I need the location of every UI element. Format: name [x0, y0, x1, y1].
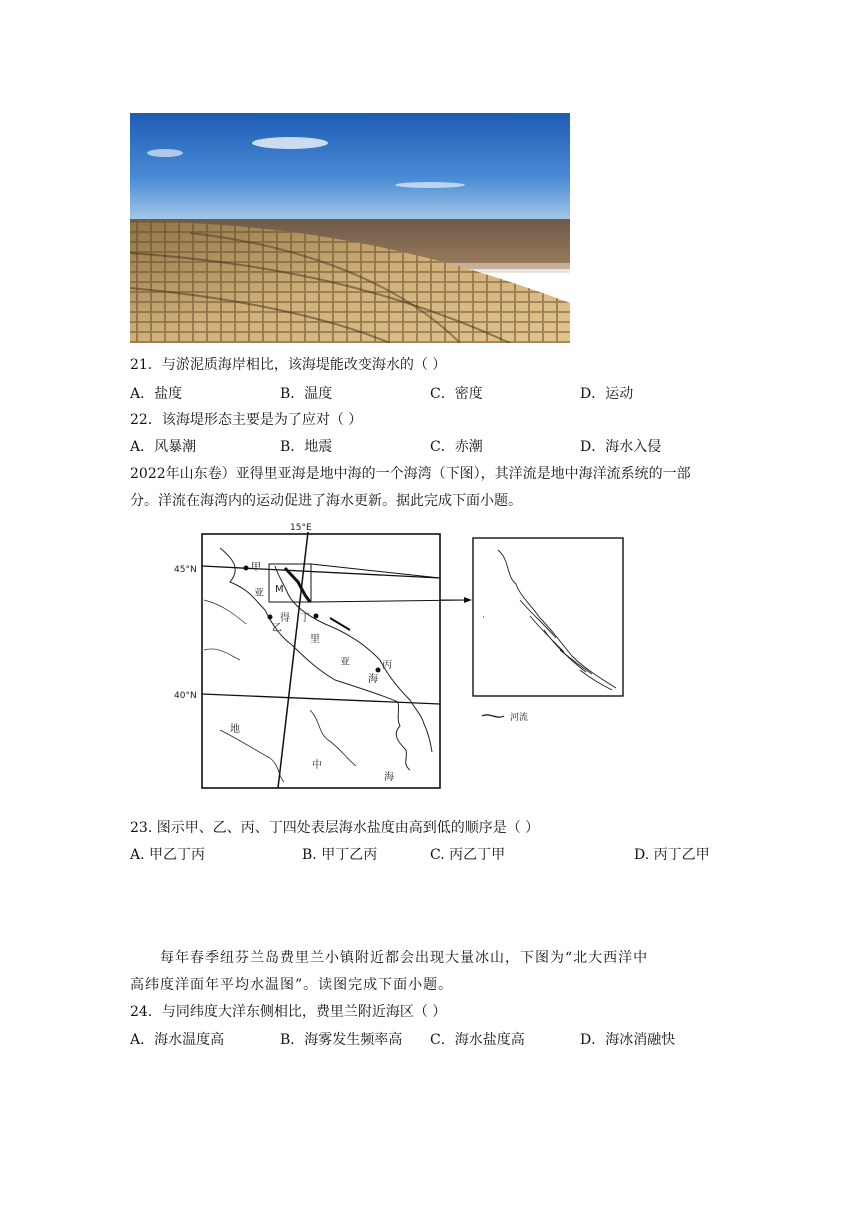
sea-dike-photo [130, 113, 570, 343]
adriatic-passage-line1: 2022年山东卷）亚得里亚海是地中海的一个海湾（下图），其洋流是地中海洋流系统的一部 [130, 466, 691, 482]
point-jia-label: 甲 [251, 562, 261, 573]
box-m-label: M [275, 584, 284, 595]
lon-15e-label: 15°E [290, 523, 312, 533]
point-bing-label: 丙 [382, 660, 392, 671]
q23-stem: 23. 图示甲、乙、丙、丁四处表层海水盐度由高到低的顺序是（ ） [130, 820, 540, 836]
ferryland-passage-line1: 每年春季纽芬兰岛费里兰小镇附近都会出现大量冰山，下图为“北大西洋中 [160, 950, 649, 966]
q21-option-b[interactable]: B．温度 [280, 386, 333, 402]
q21-option-c[interactable]: C．密度 [430, 386, 483, 402]
sea-char-ya2: 亚 [340, 657, 350, 668]
q21-option-d[interactable]: D．运动 [580, 386, 634, 402]
q23-option-d[interactable]: D. 丙丁乙甲 [634, 847, 710, 863]
q22-option-c[interactable]: C．赤潮 [430, 439, 483, 455]
ferryland-passage-line2: 高纬度洋面年平均水温图”。读图完成下面小题。 [130, 977, 454, 993]
q21-stem: 21．与淤泥质海岸相比，该海堤能改变海水的（ ） [130, 357, 447, 373]
point-yi-dot [268, 615, 273, 620]
q24-option-d[interactable]: D．海冰消融快 [580, 1032, 676, 1048]
land-char-di: 地 [230, 724, 240, 735]
q24-option-c[interactable]: C．海水盐度高 [430, 1032, 525, 1048]
q23-option-b[interactable]: B. 甲丁乙丙 [302, 847, 378, 863]
point-bing-dot [376, 668, 381, 673]
med-char-hai: 海 [384, 772, 394, 783]
river-legend-label: 河流 [510, 713, 529, 723]
sea-char-hai: 海 [368, 674, 378, 685]
q22-option-d[interactable]: D．海水入侵 [580, 439, 662, 455]
q23-option-c[interactable]: C. 丙乙丁甲 [430, 847, 506, 863]
q21-option-a[interactable]: A．盐度 [130, 386, 183, 402]
lat-45n-label: 45°N [174, 565, 197, 575]
q22-stem: 22．该海堤形态主要是为了应对（ ） [130, 412, 363, 428]
q24-stem: 24．与同纬度大洋东侧相比，费里兰附近海区（ ） [130, 1004, 447, 1020]
point-yi-label: 乙 [272, 623, 282, 634]
point-ding-dot [314, 614, 319, 619]
point-jia-dot [244, 566, 249, 571]
q24-option-a[interactable]: A．海水温度高 [130, 1032, 225, 1048]
sea-char-li: 里 [310, 634, 320, 645]
sea-char-ya1: 亚 [254, 588, 264, 599]
q23-option-a[interactable]: A. 甲乙丁丙 [130, 847, 206, 863]
adriatic-passage-line2: 分。洋流在海湾内的运动促进了海水更新。据此完成下面小题。 [130, 493, 522, 509]
med-char-zhong: 中 [312, 760, 322, 771]
point-ding-label: 丁 [300, 613, 310, 624]
q22-option-a[interactable]: A．风暴潮 [130, 439, 197, 455]
q24-option-b[interactable]: B．海雾发生频率高 [280, 1032, 403, 1048]
inset-marker: · [482, 613, 485, 623]
lat-40n-label: 40°N [174, 691, 197, 701]
q22-option-b[interactable]: B．地震 [280, 439, 333, 455]
adriatic-sea-map [160, 520, 640, 795]
sea-char-de: 得 [280, 613, 290, 624]
river-legend-icon [482, 715, 504, 717]
